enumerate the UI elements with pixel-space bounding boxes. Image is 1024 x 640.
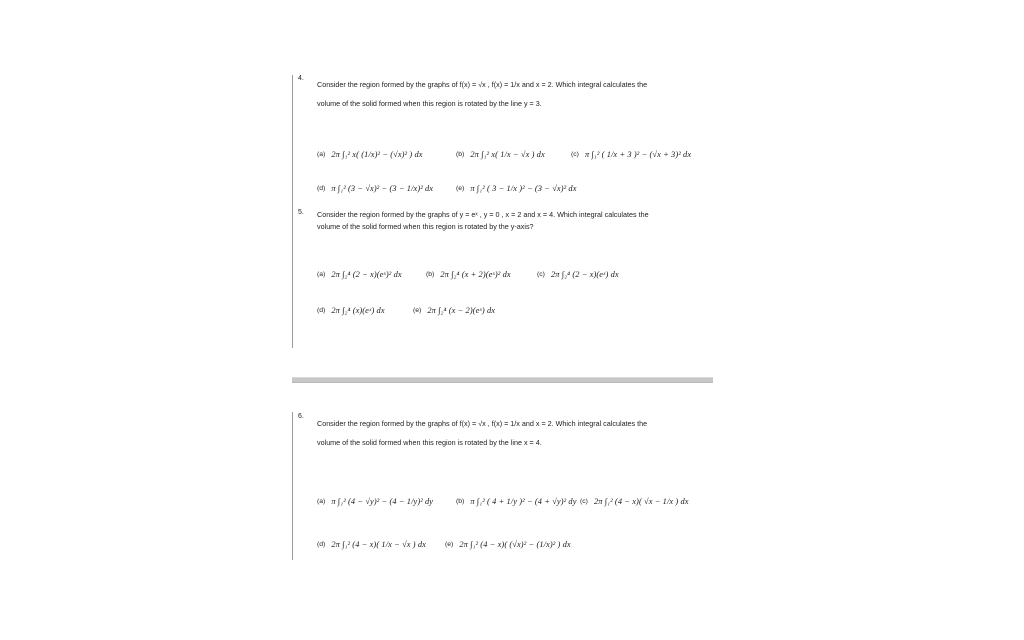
option-a[interactable] [317,497,433,506]
option-label: (a) [317,271,326,278]
option-expression: π ∫₁² (3 − √x)² − (3 − 1/x)² dx [331,184,434,193]
option-label: (d) [317,307,326,314]
option-label: (b) [426,271,435,278]
option-expression: 2π ∫₁² x( 1/x − √x ) dx [470,150,545,159]
option-label: (b) [456,498,465,505]
option-expression: 2π ∫₂⁴ (x − 2)(eˣ) dx [427,306,496,315]
option-expression: 2π ∫₂⁴ (x)(eˣ) dx [331,306,385,315]
option-c[interactable] [571,150,691,159]
option-label: (c) [580,498,588,505]
option-expression: 2π ∫₁² (4 − x)( √x − 1/x ) dx [593,497,689,506]
margin-rule-top [292,75,293,348]
option-b[interactable] [456,497,577,506]
option-label: (d) [317,185,326,192]
option-label: (d) [317,541,326,548]
option-expression: π ∫₁² ( 4 + 1/y )² − (4 + √y)² dy [470,497,577,506]
question-number: 6. [298,413,304,420]
question-text-line-1: Consider the region formed by the graphs of f(x) = √x , f(x) = 1/x and x = 2. Which integral calculates the [317,419,648,428]
option-d[interactable] [317,184,433,193]
option-label: (c) [571,151,579,158]
option-expression: 2π ∫₂⁴ (x + 2)(eˣ)² dx [440,270,511,279]
question-text-line-1: Consider the region formed by the graphs of f(x) = √x , f(x) = 1/x and x = 2. Which integral calculates the [317,80,648,89]
option-expression: π ∫₁² ( 3 − 1/x )² − (3 − √x)² dx [470,184,577,193]
option-label: (b) [456,151,465,158]
option-label: (e) [445,541,454,548]
option-expression: 2π ∫₁² x( (1/x)² − (√x)² ) dx [331,150,423,159]
option-a[interactable] [317,270,402,279]
option-expression: 2π ∫₁² (4 − x)( 1/x − √x ) dx [331,540,426,549]
option-expression: 2π ∫₂⁴ (2 − x)(eˣ)² dx [331,270,402,279]
option-d[interactable] [317,540,426,549]
option-label: (e) [413,307,422,314]
question-text-line-1: Consider the region formed by the graphs of y = eˣ , y = 0 , x = 2 and x = 4. Which integral calculates the [317,210,649,219]
option-a[interactable] [317,150,423,159]
question-text-line-2: volume of the solid formed when this region is rotated by the line y = 3. [317,99,542,108]
option-c[interactable] [580,497,689,506]
option-expression: 2π ∫₁² (4 − x)( (√x)² − (1/x)² ) dx [459,540,571,549]
question-number: 5. [298,209,304,216]
option-expression: 2π ∫₂⁴ (2 − x)(eˣ) dx [550,270,619,279]
option-e[interactable] [413,306,495,315]
question-text-line-2: volume of the solid formed when this region is rotated by the line x = 4. [317,438,542,447]
option-e[interactable] [456,184,577,193]
option-label: (e) [456,185,465,192]
margin-rule-bottom [292,412,293,560]
option-label: (a) [317,498,326,505]
option-b[interactable] [426,270,511,279]
option-c[interactable] [537,270,619,279]
option-b[interactable] [456,150,545,159]
option-d[interactable] [317,306,385,315]
option-label: (c) [537,271,545,278]
option-expression: π ∫₁² (4 − √y)² − (4 − 1/y)² dy [331,497,434,506]
question-text-line-2: volume of the solid formed when this region is rotated by the y-axis? [317,222,534,231]
page-break-divider [292,377,713,383]
question-number: 4. [298,75,304,82]
option-e[interactable] [445,540,571,549]
option-expression: π ∫₁² ( 1/x + 3 )² − (√x + 3)² dx [584,150,692,159]
option-label: (a) [317,151,326,158]
